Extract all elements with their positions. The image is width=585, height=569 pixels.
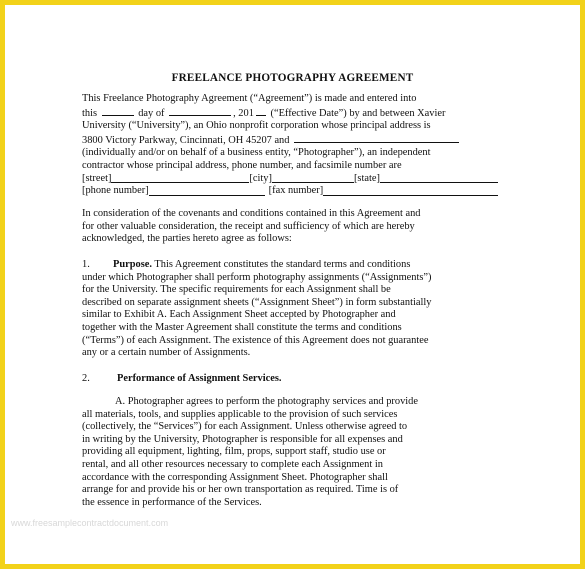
phone-blank [149, 186, 265, 196]
intro-paragraph [82, 93, 498, 198]
document-page [5, 5, 580, 564]
consideration-line-3: acknowledged, the parties hereto agree as follows: [82, 233, 292, 245]
intro-line-6: contractor whose principal address, phone number, and facsimile number are [82, 159, 402, 171]
section-1-line-6: together with the Master Agreement shall constitute the terms and conditions [82, 321, 402, 333]
document-title: FREELANCE PHOTOGRAPHY AGREEMENT [171, 72, 414, 84]
intro-line-1: This Freelance Photography Agreement (“Agreement”) is made and entered into [82, 93, 417, 104]
section-1-line-3: for the University. The specific requirements for each Assignment shall be [82, 284, 391, 296]
section-2-heading-block [82, 373, 498, 386]
photographer-name-blank [294, 133, 459, 143]
section-2a-line-5: providing all equipment, lighting, film, props, support staff, studio use or [82, 446, 386, 458]
section-1-line-8: any or a certain number of Assignments. [82, 347, 251, 359]
watermark-text: www.freesamplecontractdocument.com [11, 518, 169, 528]
city-label: [city] [249, 172, 272, 184]
year-blank [256, 106, 266, 116]
intro-dayof: day of [138, 107, 165, 119]
consideration-line-2: for other valuable consideration, the receipt and sufficiency of which are hereby [82, 220, 415, 232]
section-2a-line-1: A. Photographer agrees to perform the photography services and provide [115, 396, 418, 407]
month-blank [169, 106, 231, 116]
fax-blank [323, 186, 498, 196]
section-1-line-5: similar to Exhibit A. Each Assignment Sheet accepted by Photographer and [82, 309, 396, 321]
street-label: [street] [82, 172, 112, 184]
section-2a-line-8: arrange for and provide his or her own transportation as required. Time is of [82, 484, 399, 496]
section-2-heading: Performance of Assignment Services. [117, 373, 282, 384]
section-1-text: This Agreement constitutes the standard terms and conditions [154, 259, 411, 270]
address-row [82, 173, 498, 186]
section-1-purpose [82, 259, 498, 360]
intro-effective: (“Effective Date”) by and between Xavier [270, 107, 446, 119]
section-2a-line-2: all materials, tools, and supplies applicable to the provision of such services [82, 408, 398, 420]
section-2a-paragraph [115, 396, 498, 409]
consideration-paragraph [82, 208, 498, 246]
intro-line-2 [82, 106, 498, 121]
consideration-line-1: In consideration of the covenants and conditions contained in this Agreement and [82, 208, 421, 219]
day-blank [102, 106, 134, 116]
section-2-number: 2. [82, 373, 90, 384]
section-1-line-2: under which Photographer shall perform photography assignments (“Assignments”) [82, 271, 432, 283]
fax-label: [fax number] [268, 185, 324, 197]
section-2a-line-7: accordance with the corresponding Assignment Sheet. Photographer shall [82, 471, 388, 483]
phone-row [82, 185, 498, 198]
section-1-heading: Purpose. [113, 259, 152, 270]
city-blank [272, 173, 354, 183]
intro-year: , 201 [233, 107, 254, 119]
street-blank [111, 173, 249, 183]
section-2a-line-4: in writing by the University, Photographer is responsible for all expenses and [82, 433, 403, 445]
section-1-line-4: described on separate assignment sheets (“Assignment Sheet”) in form substantially [82, 296, 432, 308]
phone-label: [phone number] [82, 185, 149, 197]
intro-this: this [82, 107, 98, 119]
section-2a-line-3: (collectively, the “Services”) for each Assignment. Unless otherwise agreed to [82, 421, 408, 433]
section-2a-body [82, 409, 498, 510]
state-blank [380, 173, 498, 183]
intro-line-4 [82, 133, 498, 148]
section-1-number: 1. [82, 259, 90, 270]
intro-address: 3800 Victory Parkway, Cincinnati, OH 45207 and [82, 134, 290, 146]
section-1-line-7: (“Terms”) of each Assignment. The existence of this Agreement does not guarantee [82, 334, 429, 346]
section-2a-line-6: rental, and all other resources necessary to complete each Assignment in [82, 458, 383, 470]
intro-line-5: (individually and/or on behalf of a business entity, “Photographer”), an independent [82, 147, 431, 159]
section-1-line-1 [82, 259, 498, 272]
section-2-line [82, 373, 498, 386]
state-label: [state] [353, 172, 380, 184]
intro-line-3: University (“University”), an Ohio nonprofit corporation whose principal address is [82, 120, 431, 132]
section-2a-line-9: the essence in performance of the Services. [82, 496, 262, 508]
